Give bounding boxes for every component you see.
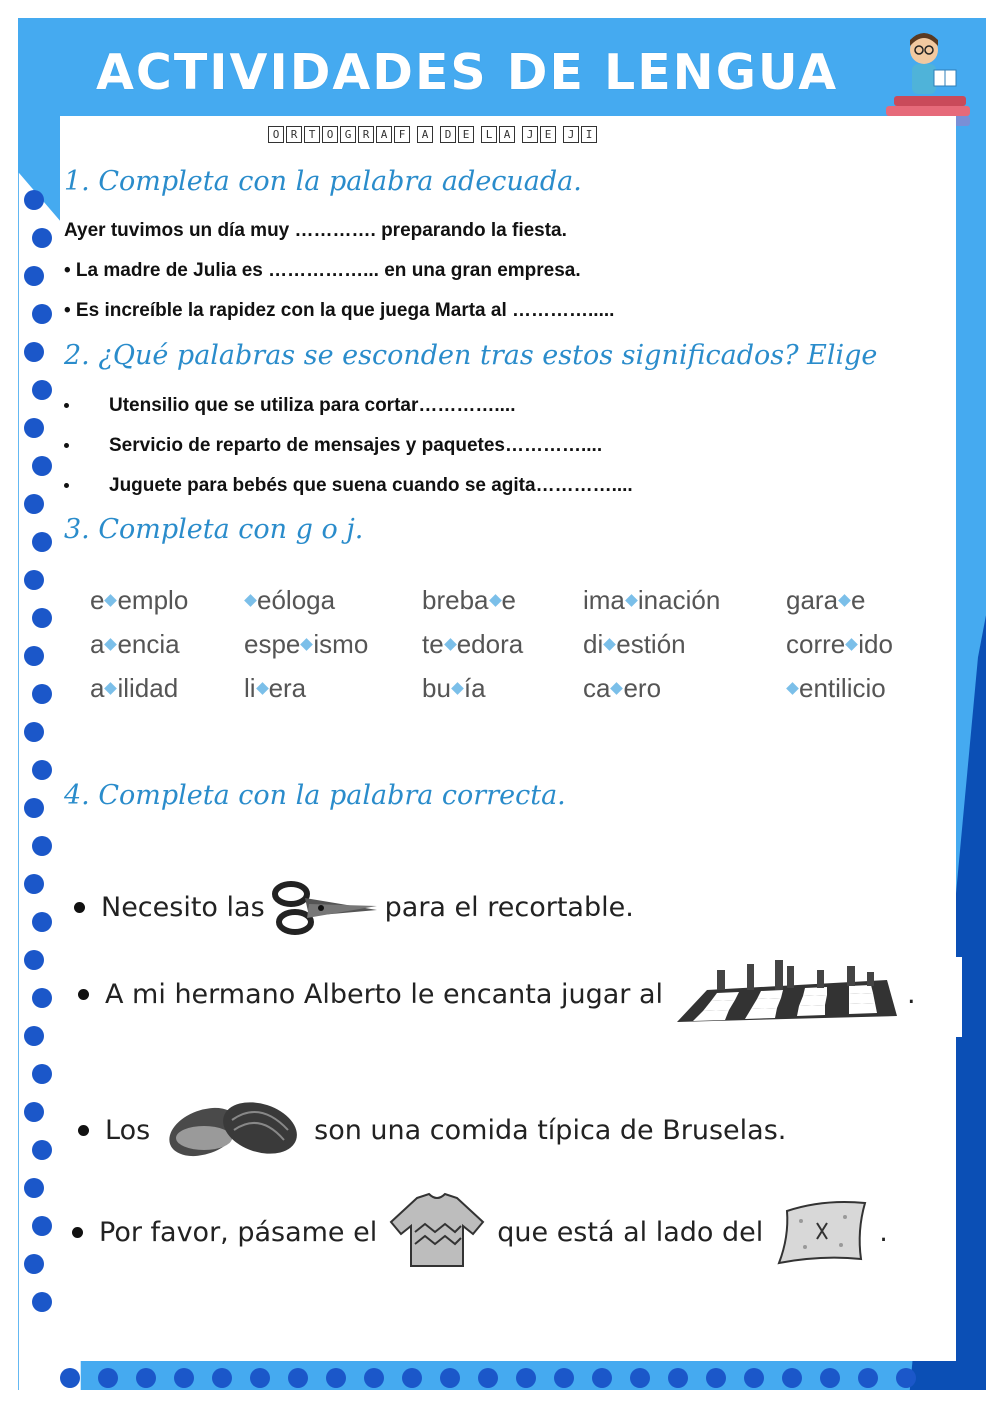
g-j-word-grid xyxy=(90,585,930,717)
decorative-dot xyxy=(744,1368,764,1388)
word-with-gap: espe ismo xyxy=(244,629,369,659)
section-1-line-2: • La madre de Julia es ……………... en una gran empresa. xyxy=(64,260,581,281)
decorative-dot xyxy=(32,456,52,476)
decorative-dot xyxy=(24,342,44,362)
sentence-scissors xyxy=(74,876,634,938)
section-3-heading: 3. Completa con g o j. xyxy=(64,514,364,545)
decorative-dot xyxy=(24,722,44,742)
decorative-dot xyxy=(554,1368,574,1388)
sweater-icon xyxy=(387,1192,487,1272)
blank-gap-marker[interactable] xyxy=(105,594,118,607)
scissors-icon xyxy=(269,876,381,938)
word-with-gap: corre ido xyxy=(786,629,893,659)
blank-gap-marker[interactable] xyxy=(244,594,257,607)
blank-gap-marker[interactable] xyxy=(105,682,118,695)
decorative-dot xyxy=(516,1368,536,1388)
decorative-dot xyxy=(32,1064,52,1084)
sentence-text: . xyxy=(879,1216,888,1248)
subtitle-word xyxy=(481,126,516,143)
subtitle-letter-tile: R xyxy=(358,126,374,143)
decorative-dot xyxy=(706,1368,726,1388)
decorative-dot xyxy=(24,950,44,970)
subtitle-letter-tile: J xyxy=(563,126,579,143)
decorative-dot xyxy=(24,1102,44,1122)
blank-gap-marker[interactable] xyxy=(603,638,616,651)
section-2-heading: 2. ¿Qué palabras se esconden tras estos significados? Elige xyxy=(64,340,878,371)
decorative-dot xyxy=(32,760,52,780)
blank-gap-marker[interactable] xyxy=(105,638,118,651)
subtitle-word xyxy=(522,126,557,143)
sentence-chess xyxy=(78,960,916,1028)
subtitle-letter-tile: G xyxy=(340,126,356,143)
subtitle-letter-tile: O xyxy=(322,126,338,143)
decorative-dot xyxy=(32,1140,52,1160)
decorative-dot xyxy=(32,1216,52,1236)
subtitle-tiles xyxy=(268,126,598,143)
sentence-text: . xyxy=(907,978,916,1010)
decorative-dot xyxy=(592,1368,612,1388)
decorative-dot xyxy=(402,1368,422,1388)
decorative-dot xyxy=(24,646,44,666)
word-with-gap: breba e xyxy=(422,585,516,615)
decorative-dot xyxy=(174,1368,194,1388)
word-with-gap: gara e xyxy=(786,585,866,615)
decorative-dot xyxy=(32,836,52,856)
subtitle-word xyxy=(417,126,434,143)
subtitle-letter-tile: I xyxy=(581,126,597,143)
word-with-gap: di estión xyxy=(583,629,686,659)
decorative-dot xyxy=(858,1368,878,1388)
decorative-dot xyxy=(364,1368,384,1388)
decorative-dot xyxy=(250,1368,270,1388)
worksheet-paper-extension xyxy=(940,957,962,1037)
decorative-dot xyxy=(24,190,44,210)
decorative-dot xyxy=(32,380,52,400)
sentence-text: Los xyxy=(105,1114,151,1146)
section-1-line-3: • Es increíble la rapidez con la que juega Marta al …………..... xyxy=(64,300,615,321)
sentence-text: son una comida típica de Bruselas. xyxy=(314,1114,787,1146)
word-with-gap: li era xyxy=(244,673,307,703)
decorative-dot xyxy=(32,304,52,324)
word-with-gap: a encia xyxy=(90,629,180,659)
sentence-text: A mi hermano Alberto le encanta jugar al xyxy=(105,978,664,1010)
blank-gap-marker[interactable] xyxy=(838,594,851,607)
sentence-sweater-cushion xyxy=(72,1192,888,1272)
word-with-gap: ima inación xyxy=(583,585,721,615)
decorative-dot xyxy=(630,1368,650,1388)
decorative-dot xyxy=(24,494,44,514)
sentence-text: que está al lado del xyxy=(497,1216,764,1248)
blank-gap-marker[interactable] xyxy=(611,682,624,695)
section-2-item-1: Utensilio que se utiliza para cortar………….... xyxy=(64,395,515,417)
decorative-dot xyxy=(326,1368,346,1388)
word-with-gap: bu ía xyxy=(422,673,486,703)
subtitle-letter-tile: A xyxy=(417,126,433,143)
section-2-item-3: Juguete para bebés que suena cuando se agita………….... xyxy=(64,475,633,497)
decorative-dot xyxy=(896,1368,916,1388)
blank-gap-marker[interactable] xyxy=(845,638,858,651)
blank-gap-marker[interactable] xyxy=(256,682,269,695)
decorative-dot xyxy=(478,1368,498,1388)
decorative-dot xyxy=(24,266,44,286)
decorative-dot xyxy=(32,608,52,628)
decorative-dot xyxy=(32,532,52,552)
section-2-item-2: Servicio de reparto de mensajes y paquetes………….... xyxy=(64,435,602,457)
subtitle-letter-tile: R xyxy=(286,126,302,143)
word-with-gap: e emplo xyxy=(90,585,189,615)
decorative-dot xyxy=(24,798,44,818)
word-with-gap: ca ero xyxy=(583,673,662,703)
decorative-dot xyxy=(212,1368,232,1388)
decorative-dot xyxy=(24,874,44,894)
word-grid-row xyxy=(90,629,930,673)
subtitle-letter-tile: O xyxy=(268,126,284,143)
subtitle-word xyxy=(268,126,411,143)
sentence-mussels xyxy=(78,1090,786,1170)
sentence-text: Necesito las xyxy=(101,891,265,923)
decorative-dot xyxy=(288,1368,308,1388)
section-1-heading: 1. Completa con la palabra adecuada. xyxy=(64,166,582,197)
decorative-dot xyxy=(440,1368,460,1388)
word-with-gap: te edora xyxy=(422,629,524,659)
decorative-dot xyxy=(24,570,44,590)
decorative-dot xyxy=(24,1254,44,1274)
blank-gap-marker[interactable] xyxy=(786,682,799,695)
word-grid-row xyxy=(90,673,930,717)
blank-gap-marker[interactable] xyxy=(444,638,457,651)
mussels-icon xyxy=(162,1090,302,1170)
subtitle-letter-tile: L xyxy=(481,126,497,143)
page-title: ACTIVIDADES DE LENGUA xyxy=(96,44,839,101)
decorative-dot xyxy=(24,418,44,438)
blank-gap-marker[interactable] xyxy=(451,682,464,695)
word-with-gap: a ilidad xyxy=(90,673,179,703)
subtitle-word xyxy=(563,126,598,143)
decorative-dot xyxy=(136,1368,156,1388)
sentence-text: para el recortable. xyxy=(384,891,634,923)
blank-gap-marker[interactable] xyxy=(301,638,314,651)
section-1-line-1: Ayer tuvimos un día muy …………. preparando la fiesta. xyxy=(64,220,567,241)
decorative-dot xyxy=(24,1178,44,1198)
decorative-dot xyxy=(98,1368,118,1388)
section-4-heading: 4. Completa con la palabra correcta. xyxy=(64,780,566,811)
word-grid-row xyxy=(90,585,930,629)
blank-gap-marker[interactable] xyxy=(489,594,502,607)
decorative-dot xyxy=(60,1368,80,1388)
decorative-dot xyxy=(820,1368,840,1388)
decorative-dot xyxy=(24,1026,44,1046)
subtitle-letter-tile: D xyxy=(440,126,456,143)
chessboard-icon xyxy=(677,960,899,1028)
subtitle-word xyxy=(440,126,475,143)
subtitle-letter-tile: A xyxy=(499,126,515,143)
decorative-dot xyxy=(32,684,52,704)
subtitle-letter-tile: F xyxy=(394,126,410,143)
subtitle-letter-tile: J xyxy=(522,126,538,143)
word-with-gap: eóloga xyxy=(244,585,335,616)
subtitle-letter-tile: A xyxy=(376,126,392,143)
sentence-text: Por favor, pásame el xyxy=(99,1216,378,1248)
subtitle-letter-tile: E xyxy=(458,126,474,143)
subtitle-letter-tile: T xyxy=(304,126,320,143)
decorative-dot xyxy=(668,1368,688,1388)
blank-gap-marker[interactable] xyxy=(625,594,638,607)
decorative-dot xyxy=(32,228,52,248)
word-with-gap: entilicio xyxy=(786,673,886,704)
cushion-icon xyxy=(775,1197,871,1267)
decorative-dot xyxy=(782,1368,802,1388)
decorative-dot xyxy=(32,988,52,1008)
decorative-dot xyxy=(32,1292,52,1312)
decorative-dot xyxy=(32,912,52,932)
subtitle-letter-tile: E xyxy=(540,126,556,143)
